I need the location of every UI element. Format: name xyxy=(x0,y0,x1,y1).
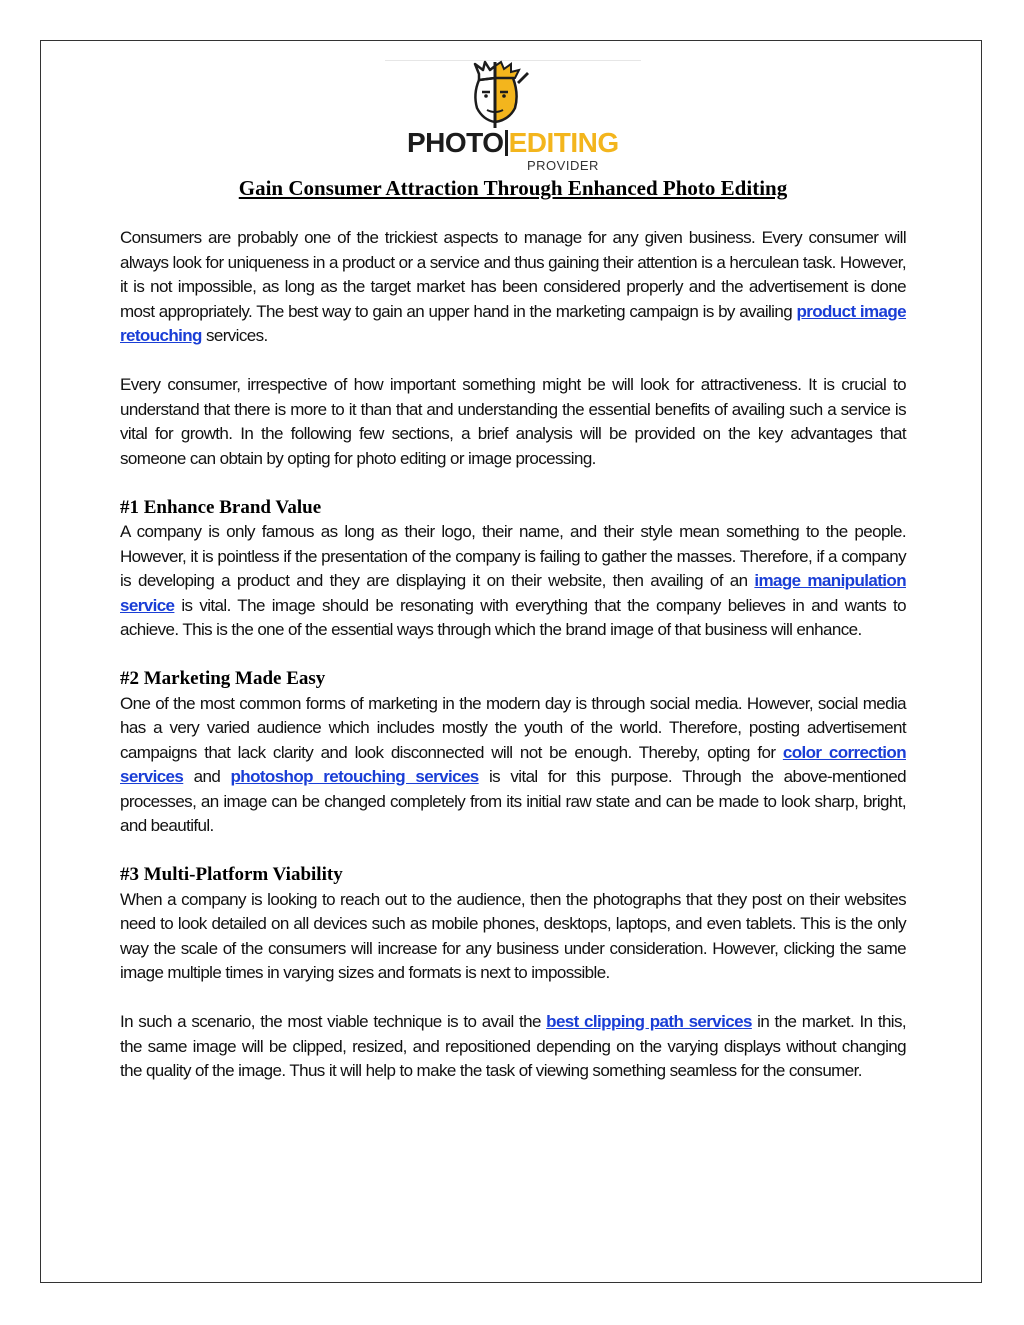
intro-text: Consumers are probably one of the trickiest aspects to manage for any given business. Every consumer will always look for uniqueness in a product or a service and thus gaining their attention is a herculean task. However, it is not impossible, as long as the target market has been considered properly and the advertisement is done most appropriately. The best way to gain an upper hand in the marketing campaign is by availing xyxy=(120,228,906,321)
section-paragraph-brand-value xyxy=(120,520,906,643)
section-paragraph-multi-platform-1: When a company is looking to reach out to the audience, then the photographs that they post on their websites need to look detailed on all devices such as mobile phones, desktops, laptops, and even tablets. This is the only way the scale of the consumers will increase for any business under consideration. However, clicking the same image multiple times in varying sizes and formats is next to impossible. xyxy=(120,889,906,982)
section-text: A company is only famous as long as their logo, their name, and their style mean something to the people. However, it is pointless if the presentation of the company is failing to gather the masses. Therefore, if a company is developing a product and they are displaying it on their website, then availing of an xyxy=(120,522,906,590)
section-text-middle: and xyxy=(183,767,231,786)
best-clipping-path-services-link[interactable]: best clipping path services xyxy=(546,1012,752,1031)
logo-split-bar xyxy=(505,130,508,156)
section-heading-marketing: #2 Marketing Made Easy xyxy=(120,668,326,689)
face-logo-icon xyxy=(449,60,541,130)
section-heading-brand-value: #1 Enhance Brand Value xyxy=(120,496,322,518)
image-manipulation-service-link[interactable]: image manipulation service xyxy=(120,571,906,615)
product-image-retouching-link[interactable]: product image retouching xyxy=(120,301,907,345)
brand-logo xyxy=(385,60,641,174)
section-text: In such a scenario, the most viable technique is to avail the xyxy=(120,1012,547,1031)
color-correction-services-link[interactable]: color correction services xyxy=(120,742,906,786)
section-text-end: is vital. The image should be resonating with everything that the company believes in and wants to achieve. This is the one of the essential ways through which the brand image of that business will enhance. xyxy=(120,595,906,639)
document-title: Gain Consumer Attraction Through Enhanced Photo Editing xyxy=(238,176,788,200)
document-body xyxy=(120,226,906,1108)
intro-text-end: services. xyxy=(201,326,268,345)
section-heading-multi-platform: #3 Multi-Platform Viability xyxy=(120,864,343,885)
section-text-end: in the market. In this, the same image will be clipped, resized, and repositioned depending on the varying displays without changing the quality of the image. Thus it will help to make the task of viewing something seamless for the consumer. xyxy=(120,1012,906,1080)
section-text-end: is vital for this purpose. Through the above-mentioned processes, an image can be changed completely from its initial raw state and can be made to look sharp, bright, and beautiful. xyxy=(120,767,907,835)
logo-subtitle: PROVIDER xyxy=(527,158,599,173)
logo-word-editing: EDITING xyxy=(508,127,619,158)
logo-word-photo: PHOTO xyxy=(407,127,504,158)
logo-wordmark xyxy=(407,128,647,158)
section-text: One of the most common forms of marketing in the modern day is through social media. However, social media has a very varied audience which includes mostly the youth of the world. Therefore, posting advertisement campaigns that lack clarity and look disconnected will not be enough. Thereby, opting for xyxy=(120,693,906,762)
section-paragraph-marketing xyxy=(120,692,906,839)
section-paragraph-multi-platform-2 xyxy=(120,1010,906,1084)
photoshop-retouching-services-link[interactable]: photoshop retouching services xyxy=(230,767,479,786)
intro-paragraph-2: Every consumer, irrespective of how important something might be will look for attractiveness. It is crucial to understand that there is more to it than that and understanding the essential benefits of availing such a service is vital for growth. In the following few sections, a brief analysis will be provided on the key advantages that someone can obtain by opting for photo editing or image processing. xyxy=(120,375,906,468)
intro-paragraph-1 xyxy=(120,226,906,349)
